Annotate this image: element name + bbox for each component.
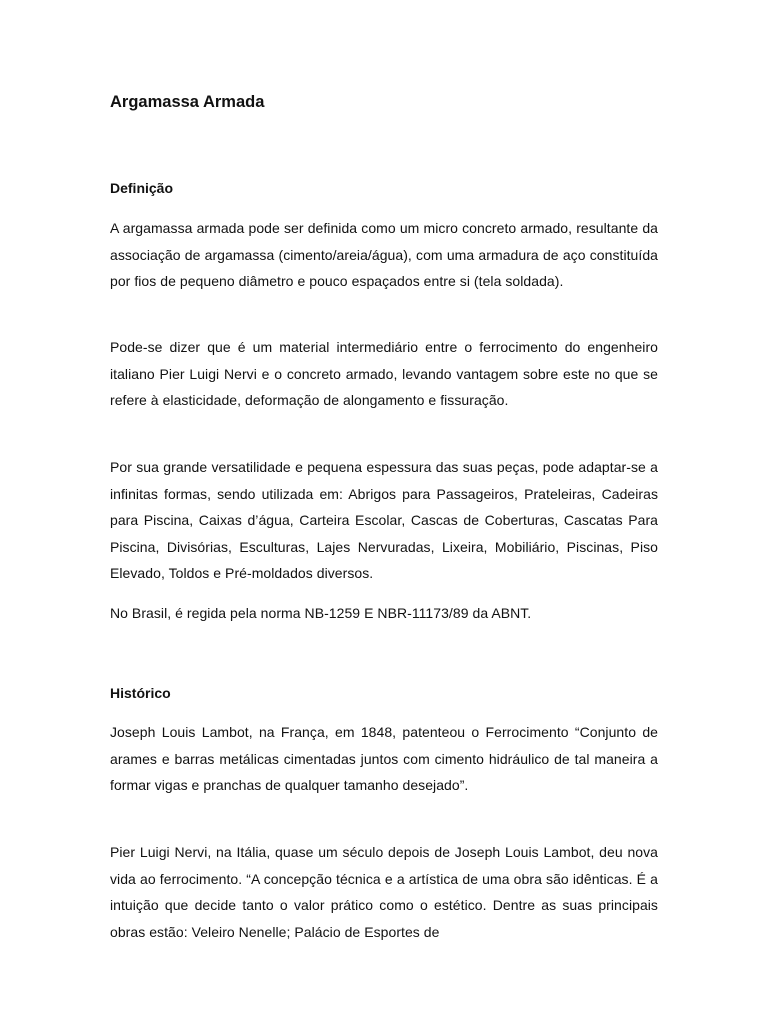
paragraph: Pier Luigi Nervi, na Itália, quase um século depois de Joseph Louis Lambot, deu nova vida ao ferrocimento. “A concepção técnica e a artística de uma obra são idênticas. É a intuição que decide tanto o valor prático como o estético. Dentre as suas principais obras estão: Veleiro Nenelle; Palácio de Esportes de [110, 844, 658, 940]
paragraph: No Brasil, é regida pela norma NB-1259 E NBR-11173/89 da ABNT. [110, 605, 532, 621]
paragraph: Pode-se dizer que é um material intermediário entre o ferrocimento do engenheiro italiano Pier Luigi Nervi e o concreto armado, levando vantagem sobre este no que se refere à elasticidade, deformação de alongamento e fissuração. [110, 339, 658, 409]
section-heading-historico: Histórico [110, 685, 171, 701]
paragraph: Joseph Louis Lambot, na França, em 1848, patenteou o Ferrocimento “Conjunto de arames e barras metálicas cimentadas juntos com cimento hidráulico de tal maneira a formar vigas e pranchas de qualquer tamanho desejado”. [110, 724, 658, 794]
document-title: Argamassa Armada [110, 93, 265, 111]
section-heading-definicao: Definição [110, 180, 174, 196]
paragraph: A argamassa armada pode ser definida como um micro concreto armado, resultante da associação de argamassa (cimento/areia/água), com uma armadura de aço constituída por fios de pequeno diâmetro e pouco espaçados entre si (tela soldada). [110, 220, 658, 290]
paragraph: Por sua grande versatilidade e pequena espessura das suas peças, pode adaptar-se a infinitas formas, sendo utilizada em: Abrigos para Passageiros, Prateleiras, Cadeiras para Piscina, Caixas d’água, Carteira Escolar, Cascas de Coberturas, Cascatas Para Piscina, Divisórias, Esculturas, Lajes Nervuradas, Lixeira, Mobiliário, Piscinas, Piso Elevado, Toldos e Pré-moldados diversos. [110, 459, 658, 582]
